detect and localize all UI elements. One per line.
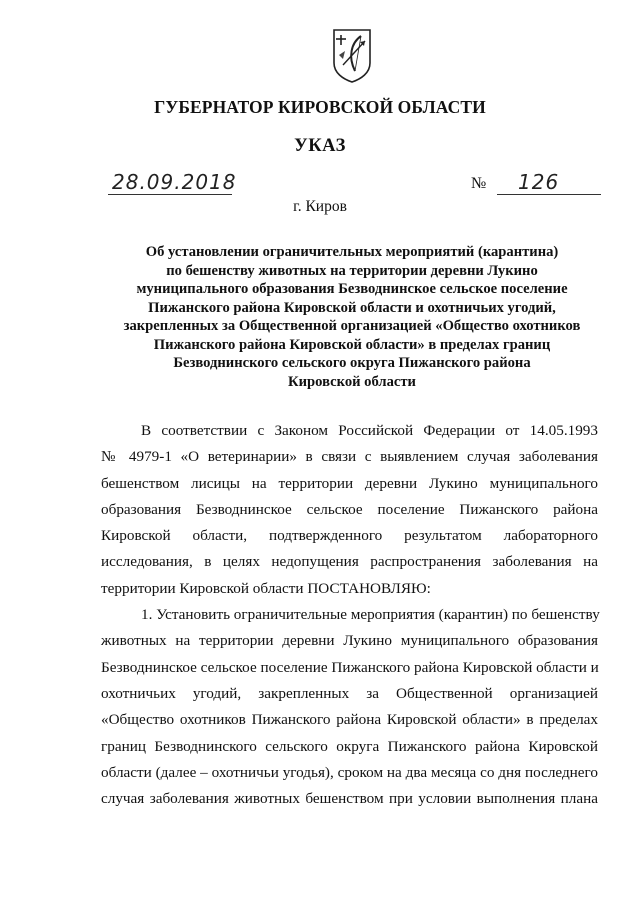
document-title [112, 243, 592, 391]
title-line: Пижанского района Кировской области» в пределах границ [153, 336, 551, 353]
title-line: муниципального образования Безводнинское сельское поселение [136, 281, 568, 297]
body-line: Безводнинское сельское поселение Пижанского района Кировской области и [101, 658, 599, 676]
body-line: территории Кировской области ПОСТАНОВЛЯЮ: [101, 579, 431, 597]
body-line: В соответствии с Законом Российской Федерации от 14.05.1993 [141, 422, 598, 439]
document-body [101, 418, 598, 812]
body-line: охотничьих угодий, закрепленных за Общественной организацией [101, 684, 598, 702]
body-line: 1. Установить ограничительные мероприятия (карантин) по бешенству [141, 606, 600, 624]
issue-city: г. Киров [293, 198, 347, 215]
body-line: Кировской области, подтвержденного результатом лабораторного [101, 527, 598, 545]
body-line: № 4979-1 «О ветеринарии» в связи с выявлением случая заболевания [101, 448, 598, 466]
body-line: животных на территории деревни Лукино муниципального образования [101, 632, 598, 650]
body-line: образования Безводнинское сельское поселение Пижанского района [101, 500, 598, 518]
title-line: Пижанского района Кировской области и охотничьих угодий, [148, 299, 556, 316]
number-label: № [471, 175, 487, 192]
body-line: «Общество охотников Пижанского района Кировской области» в пределах [101, 711, 598, 729]
body-line: исследования, в целях недопущения распространения заболевания на [101, 553, 598, 571]
title-line: Безводнинского сельского округа Пижанского района [173, 355, 531, 371]
body-line: границ Безводнинского сельского округа Пижанского района Кировской [101, 737, 598, 755]
number-underline [497, 194, 601, 195]
title-line: закрепленных за Общественной организацией «Общество охотников [123, 318, 581, 334]
date-underline [108, 194, 232, 195]
body-line: случая заболевания животных бешенством при условии выполнения плана [101, 790, 598, 808]
title-line: по бешенству животных на территории деревни Лукино [166, 262, 538, 279]
authority-heading: ГУБЕРНАТОР КИРОВСКОЙ ОБЛАСТИ [154, 97, 486, 117]
document-date: 28.09.2018 [112, 170, 237, 194]
document-number: 126 [518, 170, 560, 194]
body-line: области (далее – охотничьи угодья), сроком на два месяца со дня последнего [101, 763, 598, 781]
title-line: Об установлении ограничительных мероприятий (карантина) [145, 244, 559, 260]
document-type: УКАЗ [294, 136, 346, 156]
coat-of-arms-icon [331, 27, 373, 83]
title-line: Кировской области [288, 373, 416, 390]
body-line: бешенством лисицы на территории деревни Лукино муниципального [101, 474, 598, 492]
